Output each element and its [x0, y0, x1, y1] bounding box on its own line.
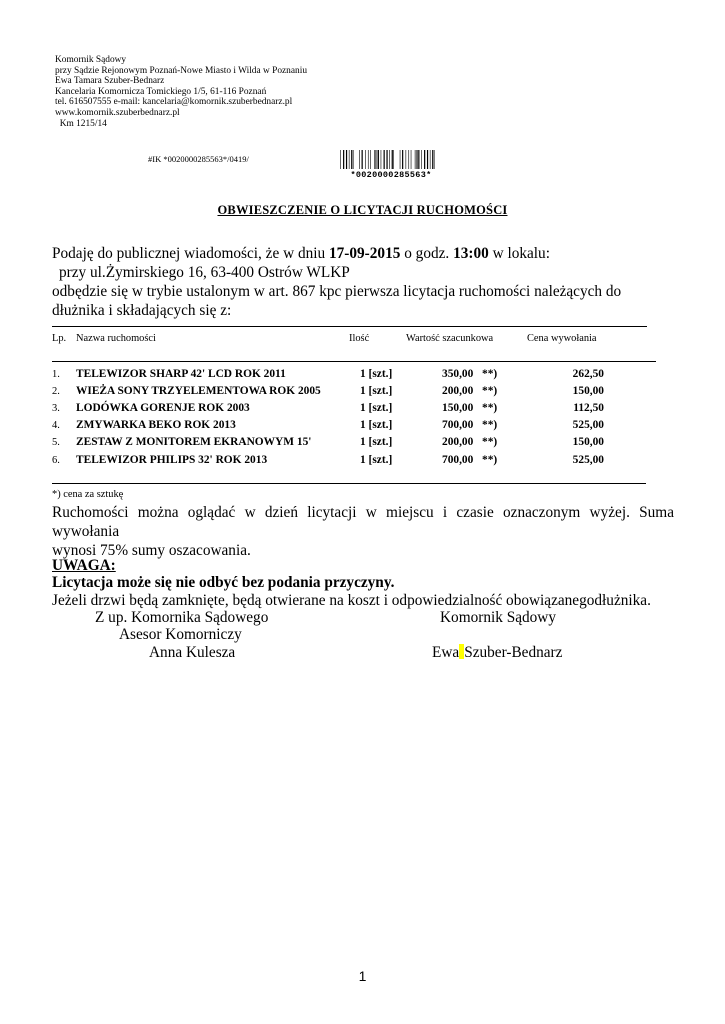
table-row: 2. WIEŻA SONY TRZYELEMENTOWA ROK 2005 1 [szt.] 200,00 **) 150,00 [52, 385, 604, 397]
intro-line-1: Podaję do publicznej wiadomości, że w dniu 17-09-2015 o godz. 13:00 w lokalu: [52, 245, 550, 262]
table-row: 3. LODÓWKA GORENJE ROK 2003 1 [szt.] 150,00 **) 112,50 [52, 402, 604, 414]
intro-text [52, 244, 672, 320]
paragraph-line-1: Ruchomości można oglądać w dzień licytacji w miejscu i czasie oznaczonym wyżej. Suma wywołania [52, 504, 674, 540]
signature-left-line-2: Asesor Komorniczy [119, 626, 242, 643]
signature-right-title: Komornik Sądowy [440, 609, 556, 626]
signature-left-line-1: Z up. Komornika Sądowego [95, 609, 269, 626]
auction-location: przy ul.Żymirskiego 16, 63-400 Ostrów WLKP [59, 264, 350, 281]
viewing-paragraph [52, 503, 674, 560]
warning-line: Jeżeli drzwi będą zamknięte, będą otwierane na koszt i odpowiedzialność obowiązanegodłużnika. [52, 592, 651, 609]
footnote: *) cena za sztukę [52, 489, 124, 500]
table-row: 1. TELEWIZOR SHARP 42' LCD ROK 2011 1 [szt.] 350,00 **) 262,50 [52, 368, 604, 380]
case-number: Km 1215/14 [55, 118, 107, 129]
paragraph-line-2: wynosi 75% sumy oszacowania. [52, 542, 251, 559]
header-lp: Lp. [52, 333, 67, 344]
auction-date: 17-09-2015 [328, 245, 401, 262]
barcode-label: #IK *0020000285563*/0419/ [148, 154, 249, 164]
header-line: www.komornik.szuberbednarz.pl [55, 107, 180, 118]
header-line: przy Sądzie Rejonowym Poznań-Nowe Miasto i Wilda w Poznaniu [55, 65, 308, 76]
table-row: 4. ZMYWARKA BEKO ROK 2013 1 [szt.] 700,00 **) 525,00 [52, 419, 604, 431]
header-value: Wartość szacunkowa [406, 333, 494, 344]
header-line: Kancelaria Komornicza Tomickiego 1/5, 61-116 Poznań [55, 86, 267, 97]
barcode-text: *0020000285563* [350, 170, 432, 178]
table-top-rule [52, 326, 647, 327]
header-qty: Ilość [349, 333, 370, 344]
signature-left-name: Anna Kulesza [149, 644, 236, 661]
warning-heading: UWAGA: [52, 557, 116, 574]
table-header-rule [52, 361, 656, 362]
header-name: Nazwa ruchomości [76, 333, 156, 344]
signature-right-name: Ewa Szuber-Bednarz [432, 644, 563, 661]
intro-line-3: odbędzie się w trybie ustalonym w art. 867 kpc pierwsza licytacja ruchomości należących do dłużnika i składających się z: [52, 283, 622, 319]
table-row: 6. TELEWIZOR PHILIPS 32' ROK 2013 1 [szt.] 700,00 **) 525,00 [52, 454, 604, 466]
header-line: Komornik Sądowy [55, 55, 127, 65]
table-row: 5. ZESTAW Z MONITOREM EKRANOWYM 15' 1 [szt.] 200,00 **) 150,00 [52, 436, 604, 448]
table-bottom-rule [52, 483, 646, 484]
header-price: Cena wywołania [527, 333, 597, 344]
auction-time: 13:00 [453, 245, 489, 262]
document-title: OBWIESZCZENIE O LICYTACJI RUCHOMOŚCI [217, 203, 508, 217]
barcode [338, 150, 444, 178]
bailiff-header [55, 55, 307, 129]
header-line: Ewa Tamara Szuber-Bednarz [55, 76, 165, 87]
page-number: 1 [358, 968, 367, 984]
warning-bold-line: Licytacja może się nie odbyć bez podania przyczyny. [52, 574, 395, 591]
header-line: tel. 616507555 e-mail: kancelaria@komornik.szuberbednarz.pl [55, 97, 293, 108]
